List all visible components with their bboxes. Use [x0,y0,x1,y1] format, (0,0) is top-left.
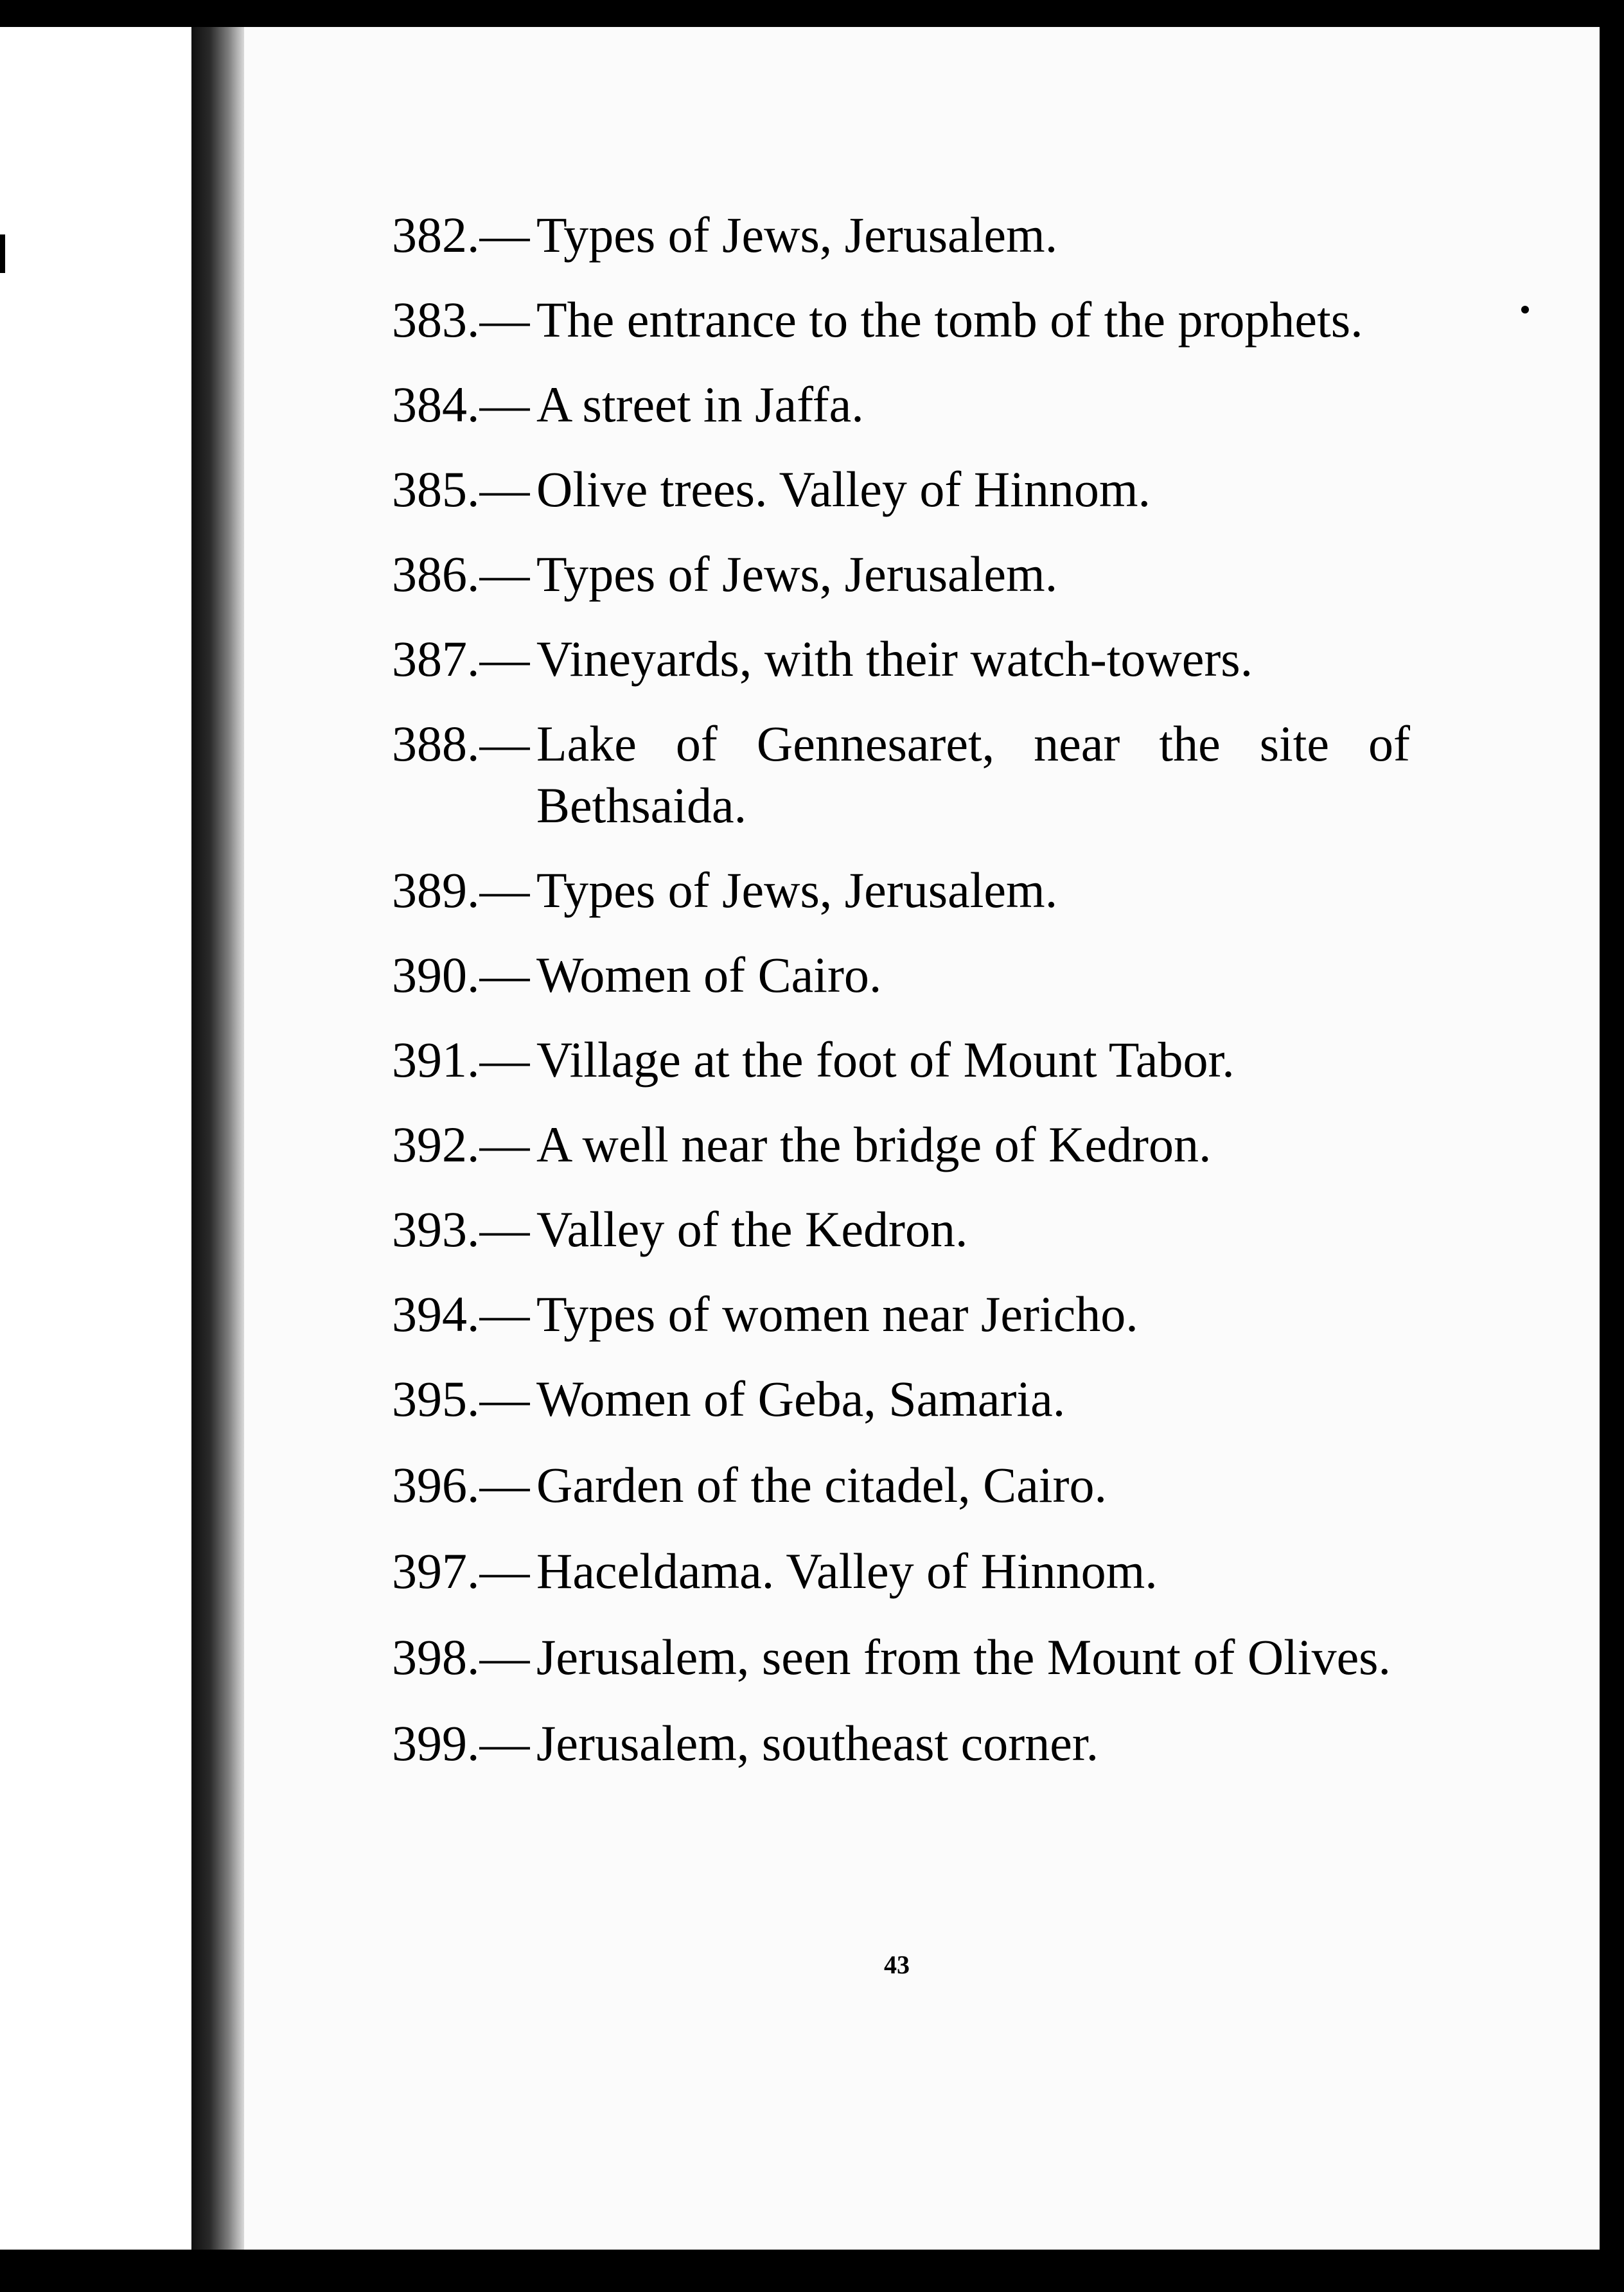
list-item [392,1283,1410,1345]
entry-title: Types of Jews, Jerusalem. [536,207,1058,263]
list-item [392,1713,1410,1774]
entry-number: 387.— [392,631,530,687]
entry-number: 391.— [392,1032,530,1088]
list-item [392,1368,1410,1430]
list-item [392,1626,1410,1688]
entry-number: 394.— [392,1286,530,1342]
entry-number: 389.— [392,862,530,918]
list-item [392,1199,1410,1260]
entry-number: 385.— [392,461,530,517]
entry-number: 398.— [392,1629,530,1685]
facing-page-mark [0,234,5,273]
entry-number: 386.— [392,546,530,602]
entry-number: 382.— [392,207,530,263]
list-item [392,944,1410,1006]
entry-title: Women of Geba, Samaria. [536,1371,1066,1427]
entry-number: 388.— [392,716,530,771]
list-item [392,1029,1410,1091]
ink-speck [1521,306,1529,313]
entry-number: 384.— [392,376,530,432]
entry-title: Valley of the Kedron. [536,1201,968,1257]
entry-title: The entrance to the tomb of the prophets. [536,292,1363,348]
entry-title: Types of Jews, Jerusalem. [536,546,1058,602]
entry-title: Women of Cairo. [536,947,882,1003]
list-item [392,543,1410,605]
list-item [392,289,1410,351]
entry-number: 396.— [392,1457,530,1513]
entry-number: 393.— [392,1201,530,1257]
list-item [392,628,1410,690]
entry-title: Olive trees. Valley of Hinnom. [536,461,1151,517]
entry-title: Village at the foot of Mount Tabor. [536,1032,1235,1088]
entry-number: 397.— [392,1543,530,1599]
list-item [392,374,1410,436]
entry-title: Vineyards, with their watch-towers. [536,631,1253,687]
entry-number: 392.— [392,1116,530,1172]
list-item [392,1454,1410,1516]
list-item [392,713,1410,836]
entry-title: Lake of Gennesaret, near the site of Bethsaida. [536,716,1410,833]
book-gutter [191,27,244,2250]
entry-number: 399.— [392,1715,530,1771]
page-number: 43 [884,1950,910,1979]
facing-page-edge [0,27,191,2250]
list-item [392,860,1410,921]
list-item [392,459,1410,520]
entry-title: Garden of the citadel, Cairo. [536,1457,1107,1513]
entry-number: 383.— [392,292,530,348]
entry-title: Jerusalem, seen from the Mount of Olives. [536,1629,1391,1685]
entry-title: A street in Jaffa. [536,376,864,432]
entry-number: 390.— [392,947,530,1003]
entry-title: Jerusalem, southeast corner. [536,1715,1099,1771]
list-item [392,1540,1410,1602]
entry-title: Types of women near Jericho. [536,1286,1138,1342]
entry-title: A well near the bridge of Kedron. [536,1116,1212,1172]
entry-title: Types of Jews, Jerusalem. [536,862,1058,918]
entry-number: 395.— [392,1371,530,1427]
entry-title: Haceldama. Valley of Hinnom. [536,1543,1158,1599]
list-item [392,204,1410,266]
plate-list [392,204,1410,1774]
list-item [392,1114,1410,1176]
